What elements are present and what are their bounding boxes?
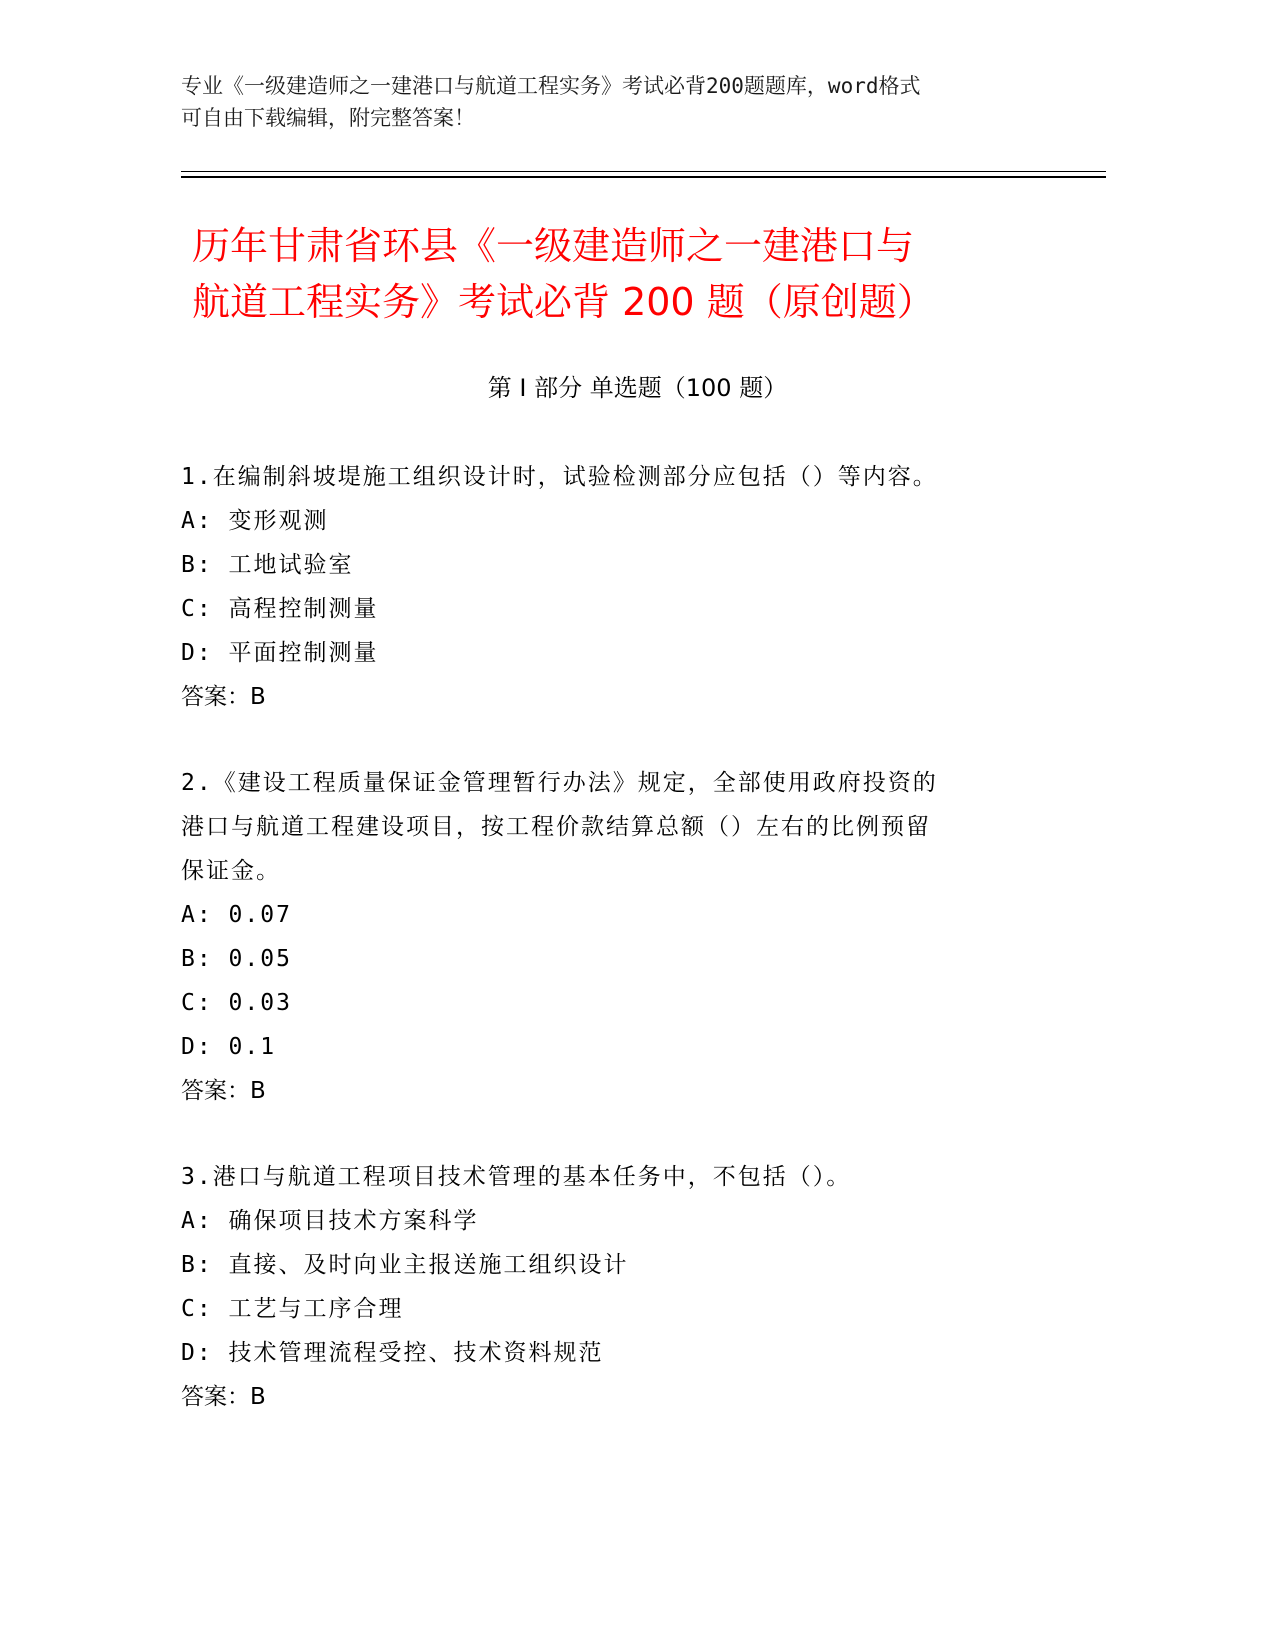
question-stem-line: 保证金。 xyxy=(181,858,281,884)
header-note xyxy=(181,70,1041,134)
question-item xyxy=(181,1155,1041,1419)
question-stem-line: 港口与航道工程建设项目，按工程价款结算总额（）左右的比例预留 xyxy=(181,814,931,840)
question-stem xyxy=(181,761,1041,893)
document-title-line: 历年甘肃省环县《一级建造师之一建港口与 xyxy=(192,224,915,268)
option-c: C: 0.03 xyxy=(181,990,292,1016)
option-b: B: 工地试验室 xyxy=(181,552,354,578)
option-a: A: 0.07 xyxy=(181,902,292,928)
question-stem xyxy=(181,455,1041,499)
question-item xyxy=(181,455,1041,719)
header-divider-thin xyxy=(181,171,1106,172)
option-c: C: 工艺与工序合理 xyxy=(181,1296,404,1322)
option-a: A: 确保项目技术方案科学 xyxy=(181,1208,479,1234)
document-title-line: 航道工程实务》考试必背 200 题（原创题） xyxy=(192,280,935,324)
section-heading: 第 I 部分 单选题（100 题） xyxy=(487,374,788,402)
question-stem xyxy=(181,1155,1041,1199)
option-a: A: 变形观测 xyxy=(181,508,329,534)
option-c: C: 高程控制测量 xyxy=(181,596,379,622)
document-title xyxy=(192,218,1092,330)
question-item xyxy=(181,761,1041,1113)
option-b: B: 直接、及时向业主报送施工组织设计 xyxy=(181,1252,629,1278)
header-note-line: 可自由下载编辑，附完整答案！ xyxy=(181,106,475,130)
question-stem-line: 3.港口与航道工程项目技术管理的基本任务中，不包括（）。 xyxy=(181,1164,852,1190)
header-note-line: 专业《一级建造师之一建港口与航道工程实务》考试必背200题题库，word格式 xyxy=(181,74,921,98)
option-b: B: 0.05 xyxy=(181,946,292,972)
question-stem-line: 2.《建设工程质量保证金管理暂行办法》规定，全部使用政府投资的 xyxy=(181,770,938,796)
answer-label: 答案：B xyxy=(181,1384,266,1410)
option-d: D: 技术管理流程受控、技术资料规范 xyxy=(181,1340,604,1366)
answer-label: 答案：B xyxy=(181,1078,266,1104)
question-list xyxy=(181,455,1041,1461)
header-divider-thick xyxy=(181,176,1106,178)
question-stem-line: 1.在编制斜坡堤施工组织设计时，试验检测部分应包括（）等内容。 xyxy=(181,464,938,490)
answer-label: 答案：B xyxy=(181,684,266,710)
option-d: D: 0.1 xyxy=(181,1034,277,1060)
option-d: D: 平面控制测量 xyxy=(181,640,379,666)
